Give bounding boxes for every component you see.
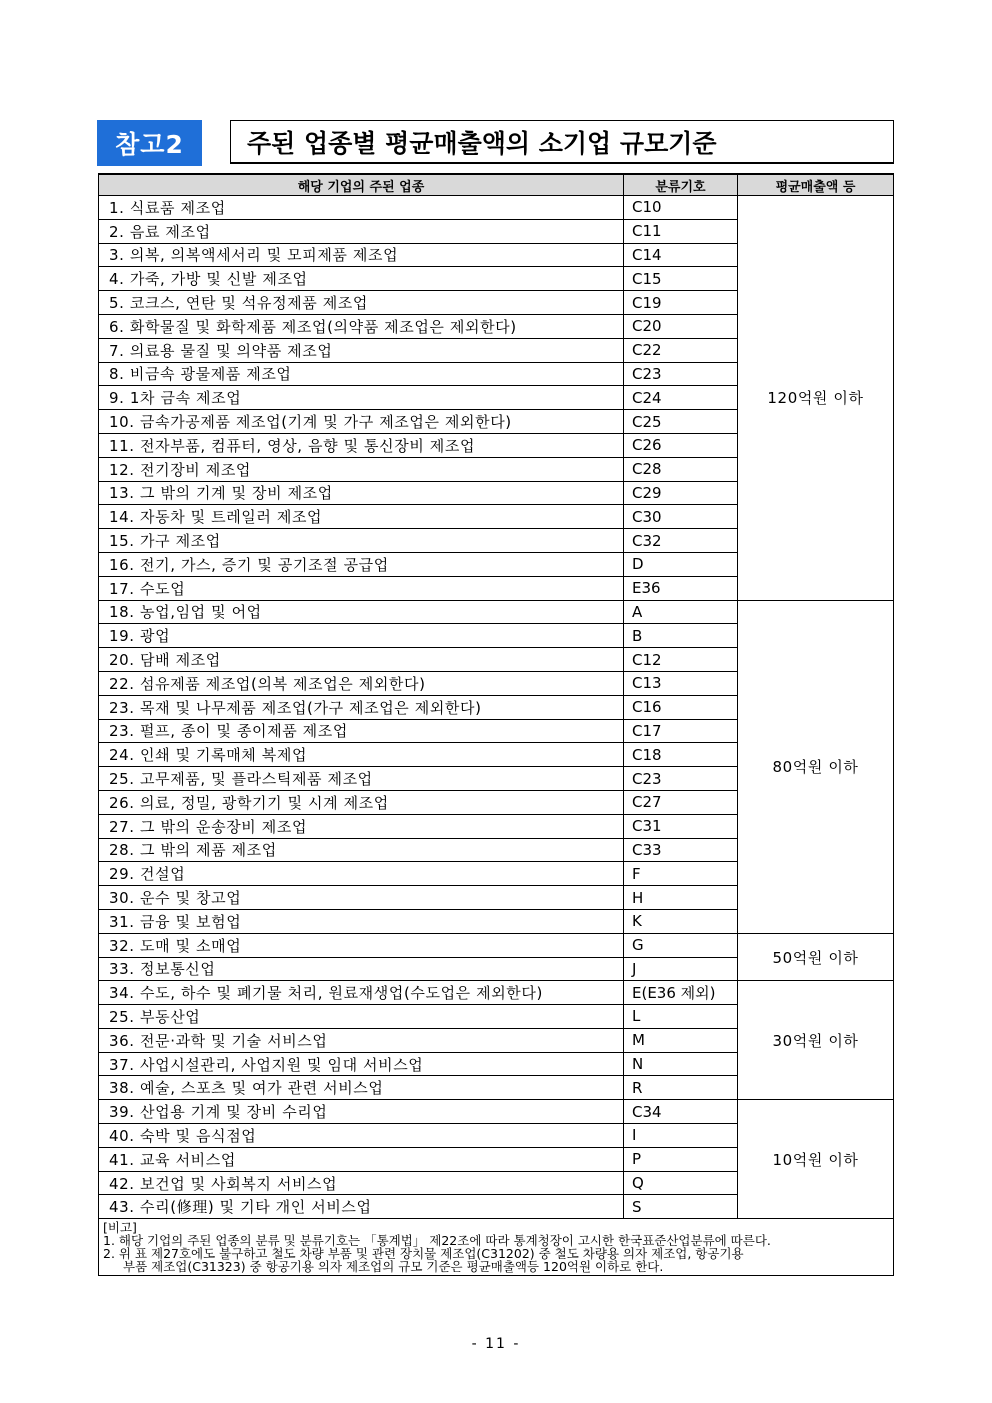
- code-cell: C27: [624, 790, 738, 814]
- code-cell: B: [624, 624, 738, 648]
- industry-cell: 37. 사업시설관리, 사업지원 및 임대 서비스업: [99, 1052, 624, 1076]
- code-cell: C18: [624, 743, 738, 767]
- industry-cell: 13. 그 밖의 기계 및 장비 제조업: [99, 481, 624, 505]
- code-cell: C24: [624, 386, 738, 410]
- code-cell: C16: [624, 695, 738, 719]
- code-cell: G: [624, 933, 738, 957]
- code-cell: C28: [624, 457, 738, 481]
- note-line-1: 1. 해당 기업의 주된 업종의 분류 및 분류기호는 「통계법」 제22조에 따라 통계청장이 고시한 한국표준산업분류에 따른다.: [103, 1233, 771, 1249]
- industry-cell: 42. 보건업 및 사회복지 서비스업: [99, 1171, 624, 1195]
- industry-cell: 40. 숙박 및 음식점업: [99, 1124, 624, 1148]
- code-cell: C33: [624, 838, 738, 862]
- note-line-2: 2. 위 표 제27호에도 불구하고 철도 차량 부품 및 관련 장치물 제조업(C31202) 중 철도 차량용 의자 제조업, 항공기용: [103, 1246, 744, 1262]
- industry-cell: 1. 식료품 제조업: [99, 196, 624, 220]
- industry-cell: 4. 가죽, 가방 및 신발 제조업: [99, 267, 624, 291]
- industry-cell: 11. 전자부품, 컴퓨터, 영상, 음향 및 통신장비 제조업: [99, 433, 624, 457]
- code-cell: E36: [624, 576, 738, 600]
- code-cell: C10: [624, 196, 738, 220]
- table-row: [99, 600, 894, 624]
- industry-cell: 16. 전기, 가스, 증기 및 공기조절 공급업: [99, 552, 624, 576]
- code-cell: C26: [624, 433, 738, 457]
- code-cell: C14: [624, 243, 738, 267]
- industry-cell: 10. 금속가공제품 제조업(기계 및 가구 제조업은 제외한다): [99, 410, 624, 434]
- table-row: [99, 1100, 894, 1124]
- code-cell: C34: [624, 1100, 738, 1124]
- code-cell: C32: [624, 529, 738, 553]
- code-cell: C11: [624, 219, 738, 243]
- code-cell: C19: [624, 291, 738, 315]
- industry-cell: 33. 정보통신업: [99, 957, 624, 981]
- table-row: [99, 933, 894, 957]
- industry-cell: 27. 그 밖의 운송장비 제조업: [99, 814, 624, 838]
- avg-sales-cell: 30억원 이하: [738, 981, 894, 1100]
- industry-cell: 34. 수도, 하수 및 폐기물 처리, 원료재생업(수도업은 제외한다): [99, 981, 624, 1005]
- industry-cell: 6. 화학물질 및 화학제품 제조업(의약품 제조업은 제외한다): [99, 314, 624, 338]
- code-cell: C23: [624, 767, 738, 791]
- table-body: [99, 196, 894, 1219]
- code-cell: K: [624, 909, 738, 933]
- industry-cell: 19. 광업: [99, 624, 624, 648]
- industry-cell: 8. 비금속 광물제품 제조업: [99, 362, 624, 386]
- industry-cell: 28. 그 밖의 제품 제조업: [99, 838, 624, 862]
- industry-cell: 15. 가구 제조업: [99, 529, 624, 553]
- code-cell: E(E36 제외): [624, 981, 738, 1005]
- avg-sales-cell: 120억원 이하: [738, 196, 894, 601]
- code-cell: J: [624, 957, 738, 981]
- industry-cell: 7. 의료용 물질 및 의약품 제조업: [99, 338, 624, 362]
- code-cell: M: [624, 1028, 738, 1052]
- page-title: 주된 업종별 평균매출액의 소기업 규모기준: [230, 120, 894, 164]
- code-cell: C20: [624, 314, 738, 338]
- industry-cell: 39. 산업용 기계 및 장비 수리업: [99, 1100, 624, 1124]
- code-cell: N: [624, 1052, 738, 1076]
- industry-cell: 20. 담배 제조업: [99, 648, 624, 672]
- code-cell: C17: [624, 719, 738, 743]
- code-cell: R: [624, 1076, 738, 1100]
- code-cell: H: [624, 886, 738, 910]
- industry-cell: 17. 수도업: [99, 576, 624, 600]
- code-cell: C30: [624, 505, 738, 529]
- industry-cell: 31. 금융 및 보험업: [99, 909, 624, 933]
- avg-sales-cell: 50억원 이하: [738, 933, 894, 981]
- code-cell: I: [624, 1124, 738, 1148]
- notes-cell: [99, 1219, 894, 1276]
- page-number: - 11 -: [471, 1336, 521, 1352]
- size-criteria-table: [98, 173, 894, 1276]
- header-avg-sales: 평균매출액 등: [738, 174, 894, 196]
- code-cell: C29: [624, 481, 738, 505]
- industry-cell: 2. 음료 제조업: [99, 219, 624, 243]
- industry-cell: 23. 펄프, 종이 및 종이제품 제조업: [99, 719, 624, 743]
- table-row: [99, 196, 894, 220]
- industry-cell: 30. 운수 및 창고업: [99, 886, 624, 910]
- industry-cell: 3. 의복, 의복액세서리 및 모피제품 제조업: [99, 243, 624, 267]
- industry-cell: 12. 전기장비 제조업: [99, 457, 624, 481]
- code-cell: C12: [624, 648, 738, 672]
- note-line-3: 부품 제조업(C31323) 중 항공기용 의자 제조업의 규모 기준은 평균매출액등 120억원 이하로 한다.: [123, 1259, 664, 1275]
- code-cell: S: [624, 1195, 738, 1219]
- industry-cell: 24. 인쇄 및 기록매체 복제업: [99, 743, 624, 767]
- notes-heading: [비고]: [103, 1220, 137, 1236]
- table-header-row: [99, 174, 894, 196]
- industry-cell: 38. 예술, 스포츠 및 여가 관련 서비스업: [99, 1076, 624, 1100]
- table-row: [99, 981, 894, 1005]
- code-cell: C13: [624, 671, 738, 695]
- code-cell: A: [624, 600, 738, 624]
- industry-cell: 43. 수리(修理) 및 기타 개인 서비스업: [99, 1195, 624, 1219]
- code-cell: C23: [624, 362, 738, 386]
- industry-cell: 41. 교육 서비스업: [99, 1147, 624, 1171]
- code-cell: P: [624, 1147, 738, 1171]
- code-cell: C22: [624, 338, 738, 362]
- industry-cell: 32. 도매 및 소매업: [99, 933, 624, 957]
- industry-cell: 18. 농업,임업 및 어업: [99, 600, 624, 624]
- header-industry: 해당 기업의 주된 업종: [99, 174, 624, 196]
- code-cell: C15: [624, 267, 738, 291]
- industry-cell: 25. 고무제품, 및 플라스틱제품 제조업: [99, 767, 624, 791]
- reference-tag: 참고2: [97, 120, 202, 166]
- code-cell: F: [624, 862, 738, 886]
- industry-cell: 9. 1차 금속 제조업: [99, 386, 624, 410]
- avg-sales-cell: 80억원 이하: [738, 600, 894, 933]
- code-cell: L: [624, 1005, 738, 1029]
- industry-cell: 26. 의료, 정밀, 광학기기 및 시계 제조업: [99, 790, 624, 814]
- notes-row: [99, 1219, 894, 1276]
- code-cell: C25: [624, 410, 738, 434]
- industry-cell: 29. 건설업: [99, 862, 624, 886]
- avg-sales-cell: 10억원 이하: [738, 1100, 894, 1219]
- industry-cell: 22. 섬유제품 제조업(의복 제조업은 제외한다): [99, 671, 624, 695]
- header-code: 분류기호: [624, 174, 738, 196]
- code-cell: Q: [624, 1171, 738, 1195]
- industry-cell: 36. 전문·과학 및 기술 서비스업: [99, 1028, 624, 1052]
- industry-cell: 23. 목재 및 나무제품 제조업(가구 제조업은 제외한다): [99, 695, 624, 719]
- industry-cell: 14. 자동차 및 트레일러 제조업: [99, 505, 624, 529]
- code-cell: C31: [624, 814, 738, 838]
- industry-cell: 25. 부동산업: [99, 1005, 624, 1029]
- code-cell: D: [624, 552, 738, 576]
- industry-cell: 5. 코크스, 연탄 및 석유정제품 제조업: [99, 291, 624, 315]
